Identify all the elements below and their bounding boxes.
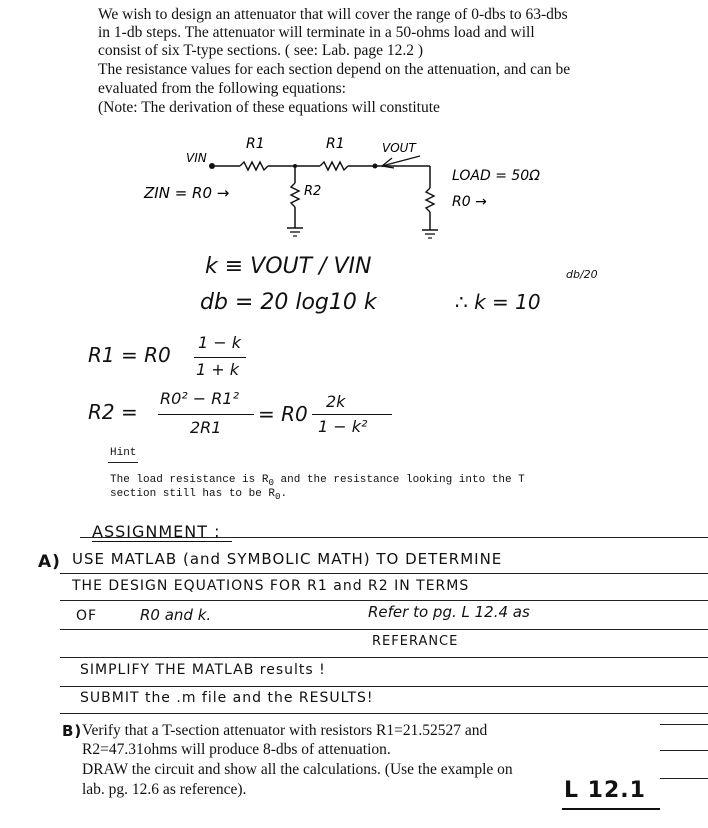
intro-line-2: in 1-db steps. The attenuator will terminate in a 50-ohms load and will [98,24,535,41]
zin-label: ZIN = R0 → [144,184,230,202]
ruled-line [60,713,708,714]
r2-numerator-2: 2k [326,392,346,411]
r2-denominator: 2R1 [190,418,222,437]
hint-line-1: The load resistance is $R_0$ and the resistance looking into the T [110,474,525,489]
ruled-line [60,629,708,630]
part-a-line-2: THE DESIGN EQUATIONS FOR R1 and R2 IN TERMS [72,578,470,594]
intro-line-4: The resistance values for each section depend on the attenuation, and can be [98,61,571,78]
assignment-title-underline [92,541,232,542]
r0-arrow-label: R0 → [452,194,487,210]
ruled-line [660,778,708,779]
hint-line-2: section still has to be $R_0$. [110,488,288,503]
r1-left-label: R1 [246,136,265,152]
load-label: LOAD = 50Ω [452,168,540,184]
part-a-line-5: SIMPLIFY THE MATLAB results ! [80,662,326,678]
page-code: L 12.1 [564,778,646,803]
ruled-line [660,724,708,725]
t-section-circuit-diagram [130,128,610,246]
part-b-line-4: lab. pg. 12.6 as reference). [82,781,247,798]
part-a-line-1: USE MATLAB (and SYMBOLIC MATH) TO DETERMINE [72,550,503,568]
vin-label: VIN [186,151,207,165]
r2-fraction-bar-2 [312,414,392,415]
part-a-line-3a: OF [76,608,98,624]
db-definition: db = 20 log10 k [200,290,377,315]
r2-equation-lhs: R2 = [88,400,138,424]
part-a-line-6: SUBMIT the .m file and the RESULTS! [80,690,374,706]
ruled-line [60,573,708,574]
part-a-line-3c: Refer to pg. L 12.4 as [368,603,530,621]
part-a-line-4: REFERANCE [372,634,459,649]
hint-title: Hint [110,447,137,459]
part-b-line-2: R2=47.31ohms will produce 8-dbs of attenuation. [82,741,391,758]
r2-fraction-bar [158,414,254,415]
r1-fraction-bar [194,357,246,358]
part-b-line-1: Verify that a T-section attenuator with resistors R1=21.52527 and [82,722,488,739]
assignment-title: ASSIGNMENT : [92,522,221,541]
intro-line-3: consist of six T-type sections. ( see: Lab. page 12.2 ) [98,42,424,59]
ruled-line [60,686,708,687]
r1-numerator: 1 − k [198,333,242,352]
hint-underline [108,462,138,463]
r1-right-label: R1 [326,136,345,152]
vout-label: VOUT [382,141,416,155]
intro-line-6: (Note: The derivation of these equations will constitute [98,99,440,116]
r1-denominator: 1 + k [196,360,240,379]
r2-label: R2 [304,184,322,199]
intro-line-5: evaluated from the following equations: [98,80,346,97]
k-definition: k ≡ VOUT / VIN [205,254,372,279]
k-result: ∴ k = 10 [455,290,541,314]
ruled-line [60,600,708,601]
k-exponent: db/20 [566,268,598,281]
part-b-label: B) [62,722,83,740]
r1-equation-lhs: R1 = R0 [88,343,171,367]
r2-middle: = R0 [258,402,308,426]
r2-numerator: R0² − R1² [160,389,239,408]
intro-line-1: We wish to design an attenuator that will cover the range of 0-dbs to 63-dbs [98,6,568,23]
ruled-line [60,657,708,658]
page-code-underline [562,808,660,810]
part-a-line-3b: R0 and k. [140,606,212,624]
part-b-line-3: DRAW the circuit and show all the calculations. (Use the example on [82,761,513,778]
part-a-label: A) [38,552,61,572]
r2-denominator-2: 1 − k² [318,417,368,436]
ruled-line [660,750,708,751]
